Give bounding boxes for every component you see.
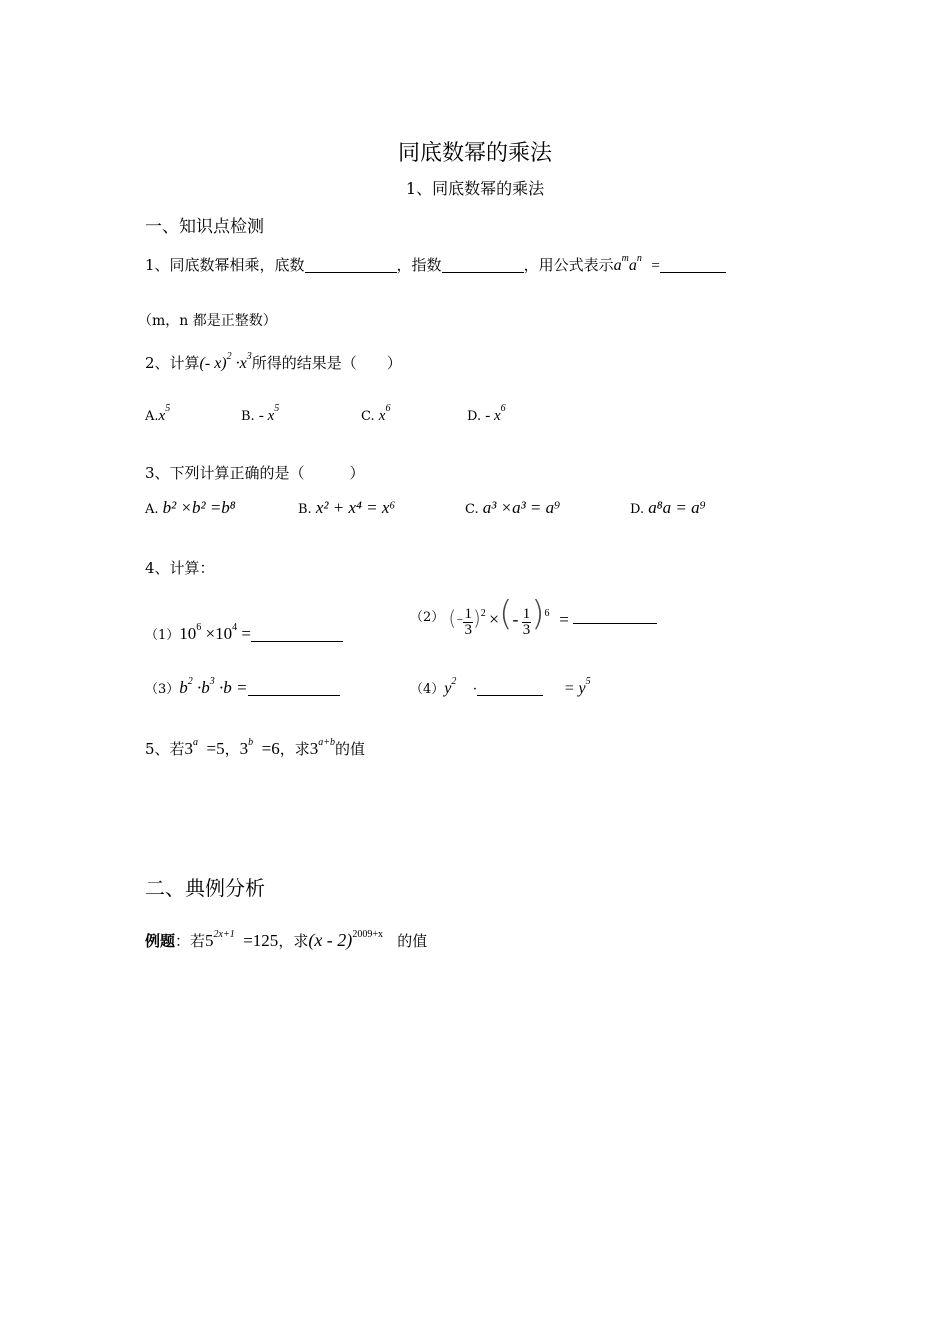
q4-item-4: $(4)y^2$ · = $y^5$ xyxy=(410,676,591,697)
question-5: 5、若3$^a$ =5，3$^b$ =6，求$3^{a+b}$的值 xyxy=(145,737,366,758)
q2-option-a[interactable]: $A.x^5$ xyxy=(145,403,171,424)
q2-option-b[interactable]: B. - $x^5$ xyxy=(241,403,280,424)
q2-prefix: 2、计算 xyxy=(145,354,200,372)
question-3: 3、下列计算正确的是（ ） xyxy=(145,464,365,482)
q1-exponent-blank[interactable] xyxy=(442,256,524,273)
q1-formula-blank[interactable] xyxy=(660,256,726,273)
section-heading-example-analysis: 二、典例分析 xyxy=(145,876,265,900)
q4-item-2: （2） (- $\frac{1}{3}$ )$^2$ ×(- $\frac{1}{3}$ )$^6$ = xyxy=(410,594,657,638)
q1-formula: $a^ma^n$ xyxy=(613,253,642,274)
q2-option-d[interactable]: D. - $x^6$ xyxy=(467,403,506,424)
q1-text-c: ，用公式表示 xyxy=(523,256,614,274)
page-subtitle: 1、同底数幂的乘法 xyxy=(405,179,545,198)
example-question: 例题：若$5^{2x+1} =125$，求(x - 2)$^{2009+x}$ 的值 xyxy=(145,929,428,950)
q3-option-b[interactable]: B. x² + x⁴ = x⁶ xyxy=(298,498,396,517)
q1-text-a: 1、同底数幂相乘，底数 xyxy=(145,256,305,274)
q2-suffix: 所得的结果是（ ） xyxy=(251,354,402,372)
example-label: 例题 xyxy=(145,932,176,950)
q2-option-c[interactable]: C. $x^6$ xyxy=(361,403,391,424)
q1-equals: = xyxy=(651,258,660,274)
page-title: 同底数幂的乘法 xyxy=(397,141,552,166)
q4-item-1-blank[interactable] xyxy=(251,625,343,642)
q4-item-3: $(3)b^2 \cdot b^3 \cdot b$ = xyxy=(145,678,340,698)
q4-item-3-blank[interactable] xyxy=(248,679,340,696)
q1-text-b: ，指数 xyxy=(396,256,442,274)
question-2 xyxy=(145,352,402,373)
question-1 xyxy=(145,254,726,275)
q4-item-4-blank[interactable] xyxy=(477,679,543,696)
q3-option-c[interactable]: C. a³ ×a³ = a⁹ xyxy=(465,498,561,517)
q2-expression: (- $x)^2 \cdot x^3$ xyxy=(199,351,252,372)
q4-item-1: $(1)10^6 \times 10^4$ = xyxy=(145,624,343,644)
q4-item-2-blank[interactable] xyxy=(573,607,657,624)
section-heading-knowledge-check: 一、知识点检测 xyxy=(145,217,264,237)
question-4: 4、计算： xyxy=(145,559,215,577)
q3-option-a[interactable]: A. b² ×b² =b⁸ xyxy=(145,498,236,517)
q1-note: （m，n 都是正整数） xyxy=(138,313,277,329)
q1-base-blank[interactable] xyxy=(305,256,397,273)
q3-option-d[interactable]: D. a⁸a = a⁹ xyxy=(630,498,706,517)
